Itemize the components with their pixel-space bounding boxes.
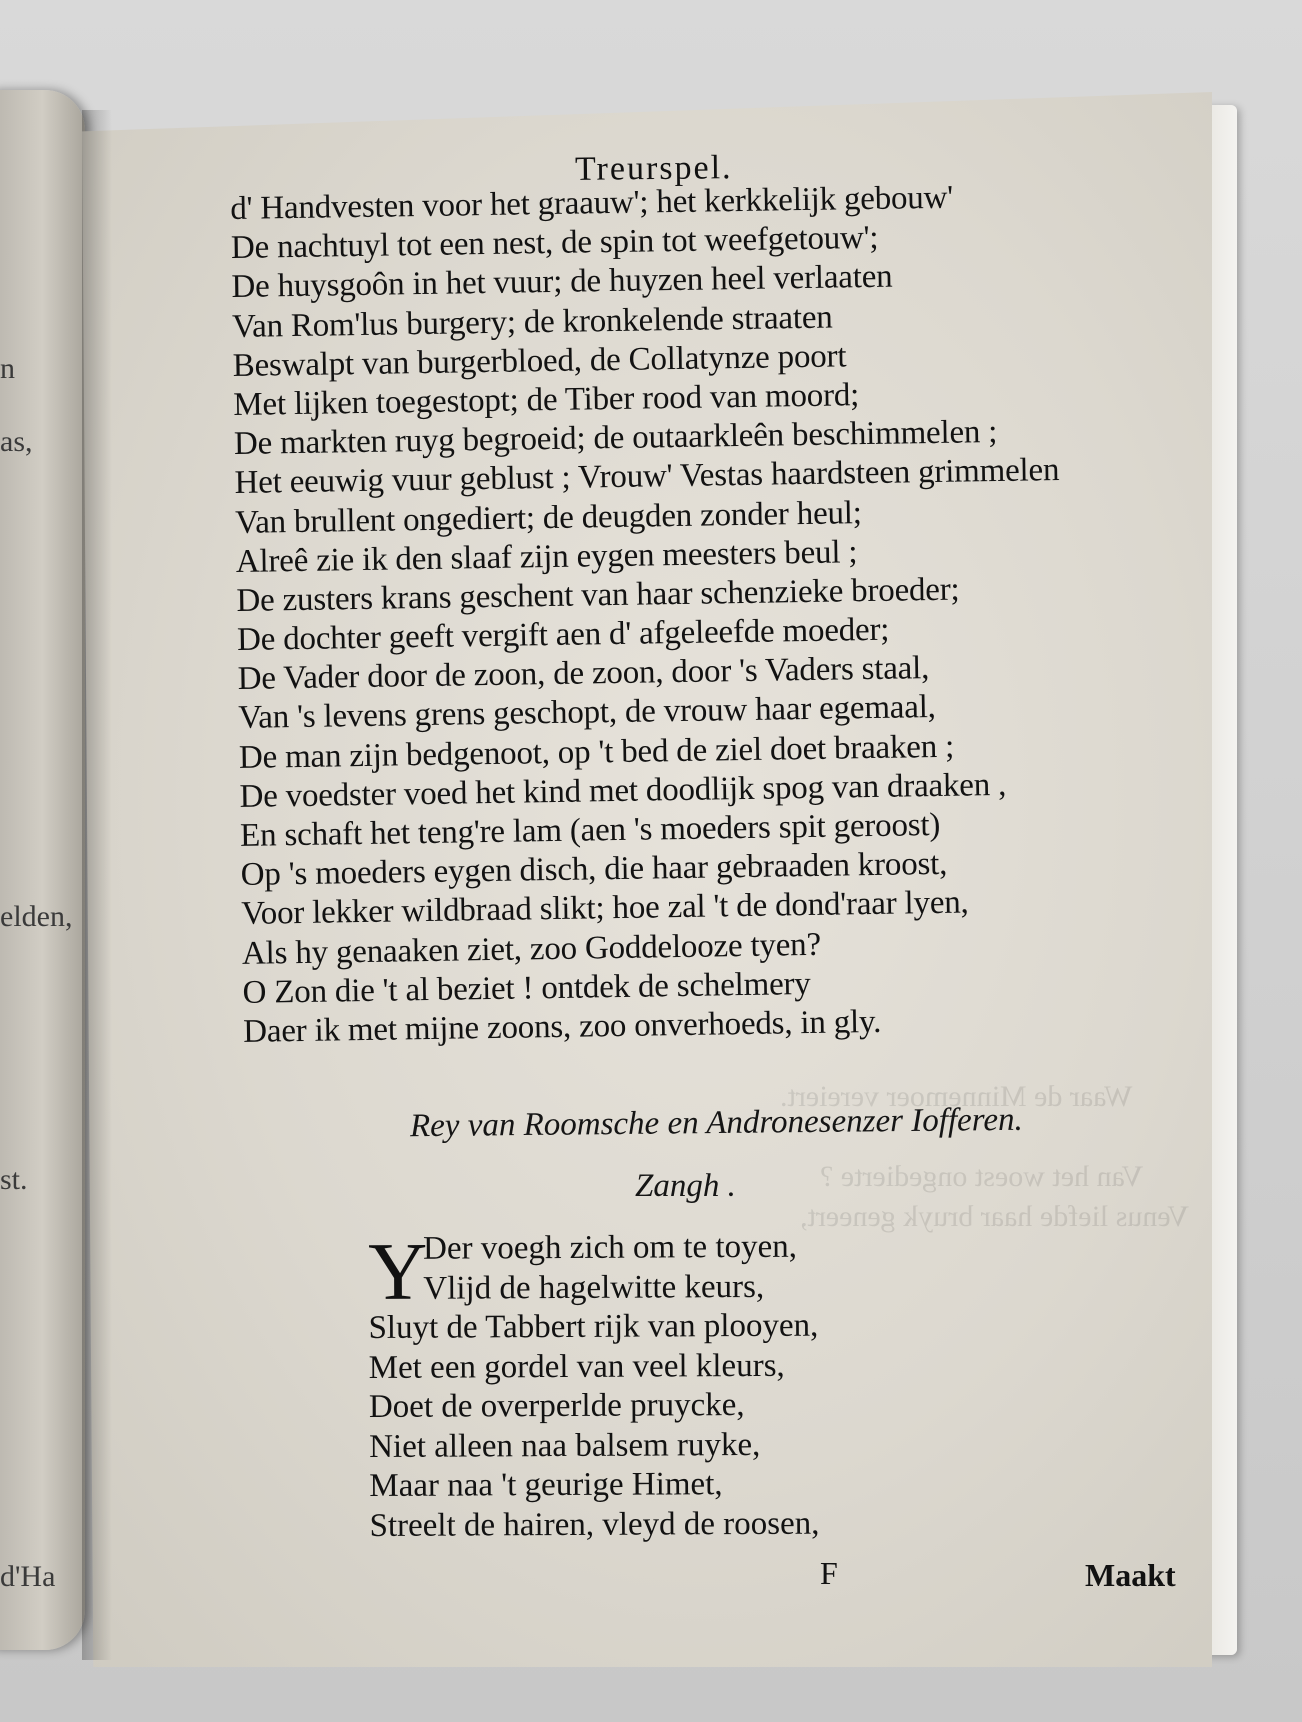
left-fragment: elden, bbox=[0, 900, 73, 933]
verse-block bbox=[230, 175, 1203, 1052]
verse-line: O Zon die 't al beziet ! ontdek de schelmery bbox=[242, 965, 811, 1011]
drop-cap: Y bbox=[367, 1225, 428, 1317]
verse-line: Alreê zie ik den slaaf zijn eygen meesters beul ; bbox=[235, 533, 858, 580]
left-fragment: st. bbox=[0, 1163, 28, 1196]
chorus-title: Rey van Roomsche en Andronesenzer Iofferen. bbox=[409, 1101, 1023, 1145]
show-through-text: Venus liefde haar bruyk geneert, bbox=[800, 1200, 1190, 1233]
left-fragment: d'Ha bbox=[0, 1560, 56, 1593]
verse-line: De markten ruyg begroeid; de outaarkleên beschimmelen ; bbox=[233, 414, 998, 463]
signature-mark: F bbox=[820, 1555, 838, 1591]
verse-line: d' Handvesten voor het graauw'; het kerkkelijk gebouw' bbox=[230, 179, 954, 227]
song-heading: Zangh . bbox=[635, 1168, 736, 1204]
verse-line: De nachtuyl tot een nest, de spin tot weefgetouw'; bbox=[230, 220, 879, 267]
song-line: Doet de overperlde pruycke, bbox=[368, 1387, 745, 1425]
song-line: Met een gordel van veel kleurs, bbox=[368, 1347, 785, 1386]
catchword: Maakt bbox=[1085, 1557, 1176, 1593]
song-line: Sluyt de Tabbert rijk van plooyen, bbox=[368, 1307, 819, 1346]
verse-line: De voedster voed het kind met doodlijk spog van draaken , bbox=[239, 766, 1007, 815]
verse-line: En schaft het teng're lam (aen 's moeders spit geroost) bbox=[239, 806, 941, 854]
verse-line: De man zijn bedgenoot, op 't bed de ziel doet braaken ; bbox=[238, 728, 955, 776]
verse-line: De dochter geeft vergift aen d' afgeleefde moeder; bbox=[236, 611, 890, 659]
verse-line: Van brullent ongediert; de deugden zonder heul; bbox=[234, 494, 862, 541]
verse-line: Beswalpt van burgerbloed, de Collatynze poort bbox=[232, 338, 847, 384]
song-block bbox=[368, 1226, 1070, 1546]
show-through-text: Waar de Minnemoer vereiert. bbox=[780, 1080, 1133, 1113]
song-line: Vlijd de hagelwitte keurs, bbox=[423, 1268, 765, 1307]
verse-line: Als hy genaaken ziet, zoo Goddelooze tyen? bbox=[241, 926, 822, 972]
verse-line: Van 's levens grens geschopt, de vrouw haar egemaal, bbox=[238, 689, 936, 737]
verse-line: De huysgoôn in het vuur; de huyzen heel verlaaten bbox=[231, 258, 893, 306]
verse-line: Op 's moeders eygen disch, die haar gebraaden kroost, bbox=[240, 846, 948, 894]
left-fragment: as, bbox=[0, 425, 33, 458]
verse-line: De Vader door de zoon, de zoon, door 's Vaders staal, bbox=[237, 650, 930, 698]
show-through-text: Van het woest ongedierte ? bbox=[820, 1160, 1144, 1193]
verse-line: Het eeuwig vuur geblust ; Vrouw' Vestas haardsteen grimmelen bbox=[234, 452, 1060, 502]
running-head: Treurspel. bbox=[574, 149, 733, 188]
song-line: Streelt de hairen, vleyd de roosen, bbox=[369, 1505, 820, 1544]
verse-line: Voor lekker wildbraad slikt; hoe zal 't de dond'raar lyen, bbox=[241, 884, 969, 933]
song-line: Maar naa 't geurige Himet, bbox=[369, 1466, 723, 1504]
verse-line: De zusters krans geschent van haar schenzieke broeder; bbox=[236, 571, 960, 619]
verse-line: Daer ik met mijne zoons, zoo onverhoeds, in gly. bbox=[242, 1003, 882, 1050]
verse-line: Van Rom'lus burgery; de kronkelende straaten bbox=[231, 299, 833, 345]
song-line: Der voegh zich om te toyen, bbox=[423, 1228, 798, 1267]
verse-line: Met lijken toegestopt; de Tiber rood van moord; bbox=[233, 377, 860, 423]
left-fragment: n bbox=[0, 352, 15, 385]
song-line: Niet alleen naa balsem ruyke, bbox=[369, 1426, 761, 1465]
